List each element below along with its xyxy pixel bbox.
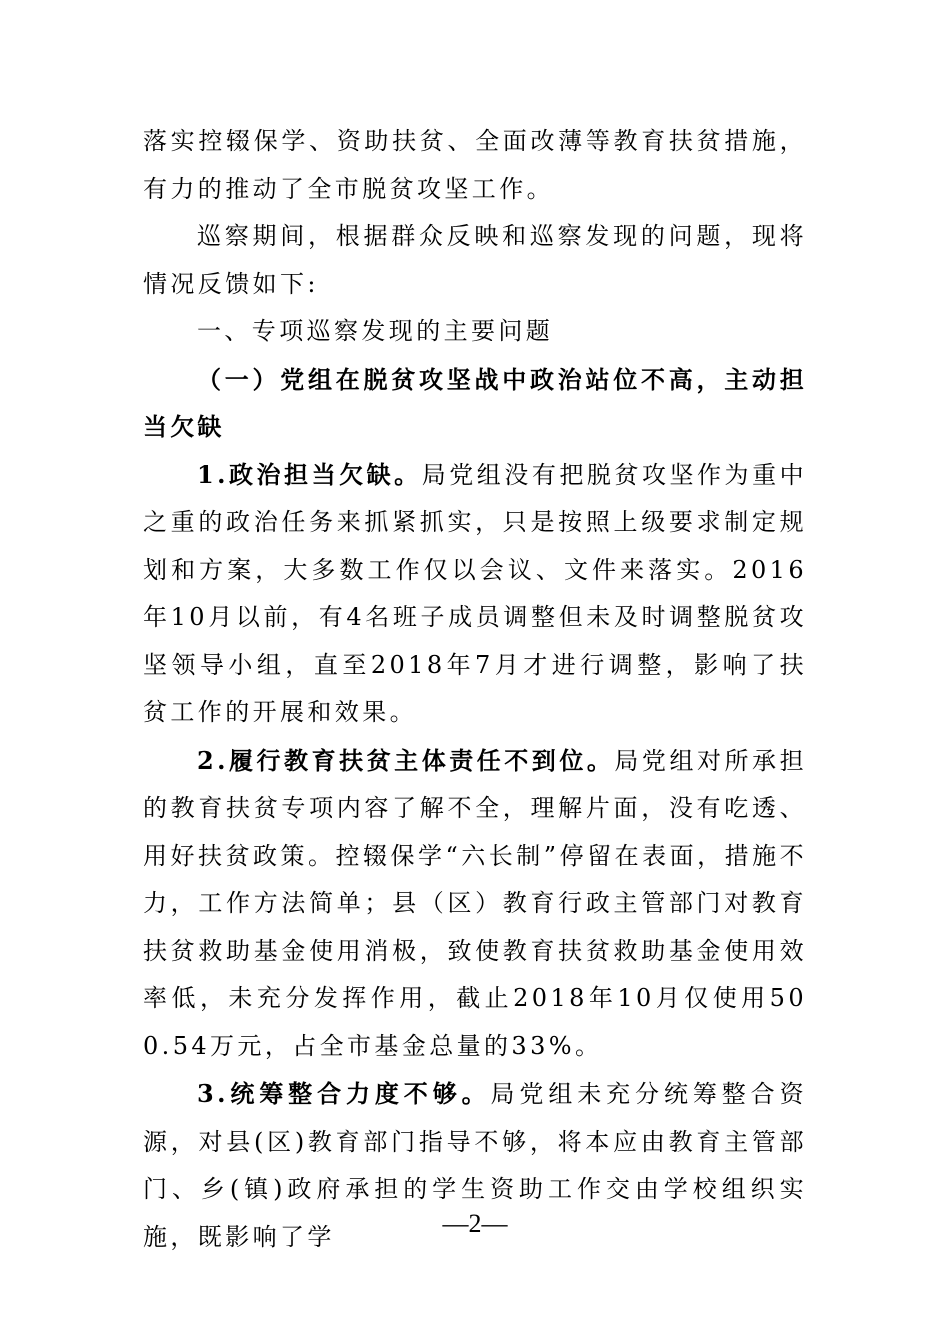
- item-lead-1: 1.政治担当欠缺。: [197, 459, 422, 489]
- item-text-2: 局党组对所承担的教育扶贫专项内容了解不全，理解片面，没有吃透、用好扶贫政策。控辍保学“六长制”停留在表面，措施不力，工作方法简单；县（区）教育行政主管部门对教育扶贫救助基金使用消极，致使教育扶贫救助基金使用效率低，未充分发挥作用，截止2018年10月仅使用500.54万元，占全市基金总量的33%。: [143, 746, 807, 1060]
- subsection-heading-1: （一）党组在脱贫攻坚战中政治站位不高，主动担当欠缺: [143, 364, 807, 441]
- section-heading-1: 一、专项巡察发现的主要问题: [197, 317, 554, 345]
- item-lead-3: 3.统筹整合力度不够。: [197, 1079, 491, 1108]
- page-number: —2—: [442, 1209, 508, 1238]
- item-text-1: 局党组没有把脱贫攻坚作为重中之重的政治任务来抓紧抓实，只是按照上级要求制定规划和方案，大多数工作仅以会议、文件来落实。2016年10月以前，有4名班子成员调整但未及时调整脱贫攻坚领导小组，直至2018年7月才进行调整，影响了扶贫工作的开展和效果。: [143, 460, 807, 726]
- intro-paragraph: 落实控辍保学、资助扶贫、全面改薄等教育扶贫措施，有力的推动了全市脱贫攻坚工作。: [143, 127, 807, 203]
- item-paragraph-2: [143, 737, 807, 1071]
- document-body: [143, 118, 807, 1261]
- feedback-paragraph: 巡察期间，根据群众反映和巡察发现的问题，现将情况反馈如下:: [143, 222, 807, 298]
- item-paragraph-1: [143, 451, 807, 737]
- item-text-3: 局党组未充分统筹整合资源，对县(区)教育部门指导不够，将本应由教育主管部门、乡(镇)政府承担的学生资助工作交由学校组织实施，既影响了学: [143, 1080, 807, 1251]
- item-lead-2: 2.履行教育扶贫主体责任不到位。: [197, 745, 615, 775]
